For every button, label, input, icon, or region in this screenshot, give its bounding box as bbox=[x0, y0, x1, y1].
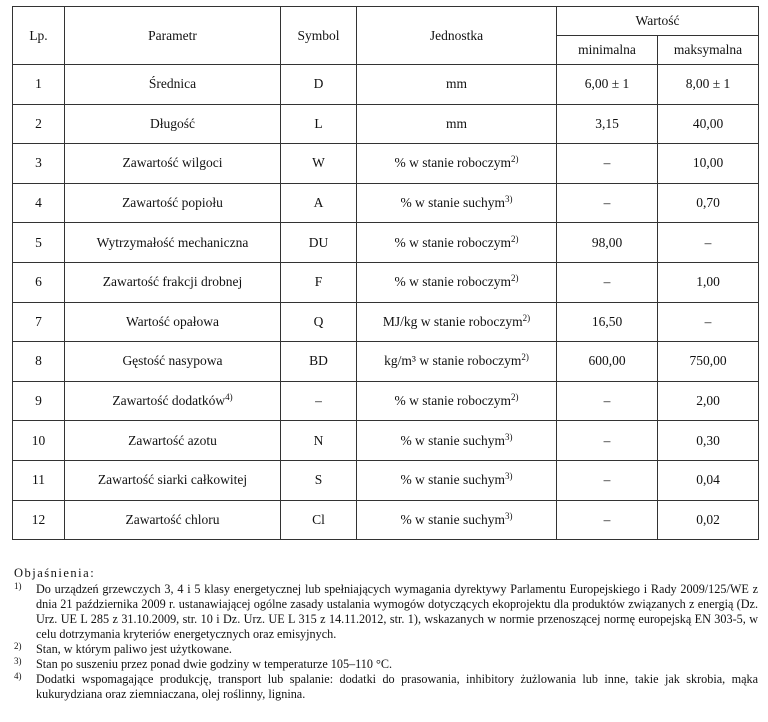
cell-symbol: L bbox=[281, 104, 357, 144]
footnote-item bbox=[14, 672, 758, 702]
cell-jednostka: % w stanie suchym$^{3)}$ bbox=[357, 183, 557, 223]
cell-jednostka: % w stanie roboczym$^{2)}$ bbox=[357, 262, 557, 302]
cell-lp: 12 bbox=[13, 500, 65, 540]
cell-lp: 1 bbox=[13, 65, 65, 105]
cell-parametr: Gęstość nasypowa bbox=[65, 342, 281, 382]
footnotes bbox=[14, 566, 758, 702]
footnote-text: Stan, w którym paliwo jest użytkowane. bbox=[36, 642, 232, 656]
footnote-ref: 3) bbox=[505, 471, 513, 482]
footnote-ref: 2) bbox=[511, 392, 519, 403]
cell-symbol: DU bbox=[281, 223, 357, 263]
table-row bbox=[13, 65, 759, 105]
cell-parametr: Zawartość azotu bbox=[65, 421, 281, 461]
cell-parametr: Wytrzymałość mechaniczna bbox=[65, 223, 281, 263]
cell-jednostka: % w stanie suchym$^{3)}$ bbox=[357, 460, 557, 500]
cell-lp: 2 bbox=[13, 104, 65, 144]
cell-symbol: BD bbox=[281, 342, 357, 382]
cell-min: – bbox=[557, 500, 658, 540]
cell-max: 8,00 ± 1 bbox=[658, 65, 759, 105]
footnote-number: 4) bbox=[14, 671, 22, 681]
cell-max: 0,04 bbox=[658, 460, 759, 500]
table-row bbox=[13, 342, 759, 382]
cell-min: 98,00 bbox=[557, 223, 658, 263]
cell-max: 750,00 bbox=[658, 342, 759, 382]
cell-jednostka: % w stanie suchym$^{3)}$ bbox=[357, 500, 557, 540]
cell-parametr: Zawartość popiołu bbox=[65, 183, 281, 223]
cell-min: – bbox=[557, 381, 658, 421]
header-lp: Lp. bbox=[13, 7, 65, 65]
cell-jednostka: mm bbox=[357, 104, 557, 144]
footnote-item bbox=[14, 582, 758, 642]
footnote-ref: 3) bbox=[505, 194, 513, 205]
cell-min: – bbox=[557, 460, 658, 500]
table-row bbox=[13, 460, 759, 500]
header-max: maksymalna bbox=[658, 36, 759, 65]
cell-parametr: Zawartość wilgoci bbox=[65, 144, 281, 184]
footnote-ref: 2) bbox=[522, 312, 531, 323]
cell-min: – bbox=[557, 421, 658, 461]
table-body bbox=[13, 65, 759, 540]
footnote-ref: 2) bbox=[511, 154, 519, 165]
cell-symbol: Cl bbox=[281, 500, 357, 540]
cell-symbol: F bbox=[281, 262, 357, 302]
cell-parametr: Długość bbox=[65, 104, 281, 144]
cell-symbol: A bbox=[281, 183, 357, 223]
cell-symbol: S bbox=[281, 460, 357, 500]
header-symbol: Symbol bbox=[281, 7, 357, 65]
cell-min: 6,00 ± 1 bbox=[557, 65, 658, 105]
cell-lp: 5 bbox=[13, 223, 65, 263]
cell-symbol: – bbox=[281, 381, 357, 421]
cell-jednostka: % w stanie roboczym$^{2)}$ bbox=[357, 381, 557, 421]
cell-min: 600,00 bbox=[557, 342, 658, 382]
cell-symbol: N bbox=[281, 421, 357, 461]
table-row bbox=[13, 421, 759, 461]
cell-max: 1,00 bbox=[658, 262, 759, 302]
cell-symbol: Q bbox=[281, 302, 357, 342]
cell-max: 10,00 bbox=[658, 144, 759, 184]
cell-parametr: Zawartość dodatków$^{4)}$ bbox=[65, 381, 281, 421]
cell-parametr: Średnica bbox=[65, 65, 281, 105]
cell-lp: 10 bbox=[13, 421, 65, 461]
table-row bbox=[13, 104, 759, 144]
cell-lp: 8 bbox=[13, 342, 65, 382]
cell-max: 40,00 bbox=[658, 104, 759, 144]
table-row bbox=[13, 144, 759, 184]
header-jednostka: Jednostka bbox=[357, 7, 557, 65]
table-row bbox=[13, 381, 759, 421]
footnote-ref: 2) bbox=[521, 352, 529, 363]
footnote-number: 3) bbox=[14, 656, 22, 666]
footnote-item bbox=[14, 657, 758, 672]
header-wartosc: Wartość bbox=[557, 7, 759, 36]
table-row bbox=[13, 183, 759, 223]
cell-jednostka: kg/m³ w stanie roboczym$^{2)}$ bbox=[357, 342, 557, 382]
cell-parametr: Zawartość siarki całkowitej bbox=[65, 460, 281, 500]
cell-min: 16,50 bbox=[557, 302, 658, 342]
cell-max: 0,30 bbox=[658, 421, 759, 461]
cell-max: 2,00 bbox=[658, 381, 759, 421]
cell-parametr: Zawartość frakcji drobnej bbox=[65, 262, 281, 302]
cell-lp: 11 bbox=[13, 460, 65, 500]
footnote-ref: 3) bbox=[505, 510, 513, 521]
cell-lp: 3 bbox=[13, 144, 65, 184]
footnote-text: Stan po suszeniu przez ponad dwie godziny w temperaturze 105–110 °C. bbox=[36, 657, 393, 671]
table-row bbox=[13, 500, 759, 540]
footnote-item bbox=[14, 642, 758, 657]
footnote-ref: 2) bbox=[511, 273, 519, 284]
table-row bbox=[13, 262, 759, 302]
cell-max: – bbox=[658, 302, 759, 342]
footnote-text: Dodatki wspomagające produkcję, transport lub spalanie: dodatki do prasowania, inhibitory żużlowania lub inne, takie jak skrobia, mąka kukurydziana oraz ziemniaczana, olej roślinny, lignina. bbox=[36, 672, 758, 701]
table-row bbox=[13, 223, 759, 263]
cell-lp: 9 bbox=[13, 381, 65, 421]
footnote-ref: 2) bbox=[511, 233, 519, 244]
cell-min: 3,15 bbox=[557, 104, 658, 144]
cell-min: – bbox=[557, 262, 658, 302]
cell-max: 0,02 bbox=[658, 500, 759, 540]
cell-parametr: Zawartość chloru bbox=[65, 500, 281, 540]
cell-max: 0,70 bbox=[658, 183, 759, 223]
cell-jednostka: mm bbox=[357, 65, 557, 105]
table-row bbox=[13, 302, 759, 342]
cell-parametr: Wartość opałowa bbox=[65, 302, 281, 342]
cell-lp: 7 bbox=[13, 302, 65, 342]
footnote-number: 2) bbox=[14, 641, 22, 651]
header-min: minimalna bbox=[557, 36, 658, 65]
cell-symbol: D bbox=[281, 65, 357, 105]
cell-jednostka: % w stanie roboczym$^{2)}$ bbox=[357, 144, 557, 184]
footnote-number: 1) bbox=[14, 581, 22, 591]
parameters-table bbox=[12, 6, 759, 540]
cell-max: – bbox=[658, 223, 759, 263]
cell-min: – bbox=[557, 183, 658, 223]
footnote-ref: 4) bbox=[225, 392, 233, 403]
cell-lp: 6 bbox=[13, 262, 65, 302]
cell-jednostka: % w stanie suchym$^{3)}$ bbox=[357, 421, 557, 461]
cell-min: – bbox=[557, 144, 658, 184]
cell-lp: 4 bbox=[13, 183, 65, 223]
cell-jednostka: MJ/kg w stanie roboczym$^{2)}$ bbox=[357, 302, 557, 342]
footnotes-title: Objaśnienia: bbox=[14, 566, 96, 580]
cell-symbol: W bbox=[281, 144, 357, 184]
footnote-list bbox=[14, 582, 758, 702]
cell-jednostka: % w stanie roboczym$^{2)}$ bbox=[357, 223, 557, 263]
header-parametr: Parametr bbox=[65, 7, 281, 65]
footnote-ref: 3) bbox=[505, 431, 513, 442]
footnote-text: Do urządzeń grzewczych 3, 4 i 5 klasy energetycznej lub spełniających wymagania dyrektywy Parlamentu Europejskiego i Rady 2009/125/WE z dnia 21 października 2009 r. ustanawiającej ogólne zasady ustalania wymogów dotyczących ekoprojektu dla produktów związanych z energią (Dz. Urz. UE L 285 z 31.10.2009, str. 10 i Dz. Urz. UE L 315 z 14.11.2012, str. 1), wskazanych w normie przenoszącej normę europejską EN 303-5, w celu dotrzymania kryteriów energetycznych oraz emisyjnych. bbox=[36, 582, 758, 641]
